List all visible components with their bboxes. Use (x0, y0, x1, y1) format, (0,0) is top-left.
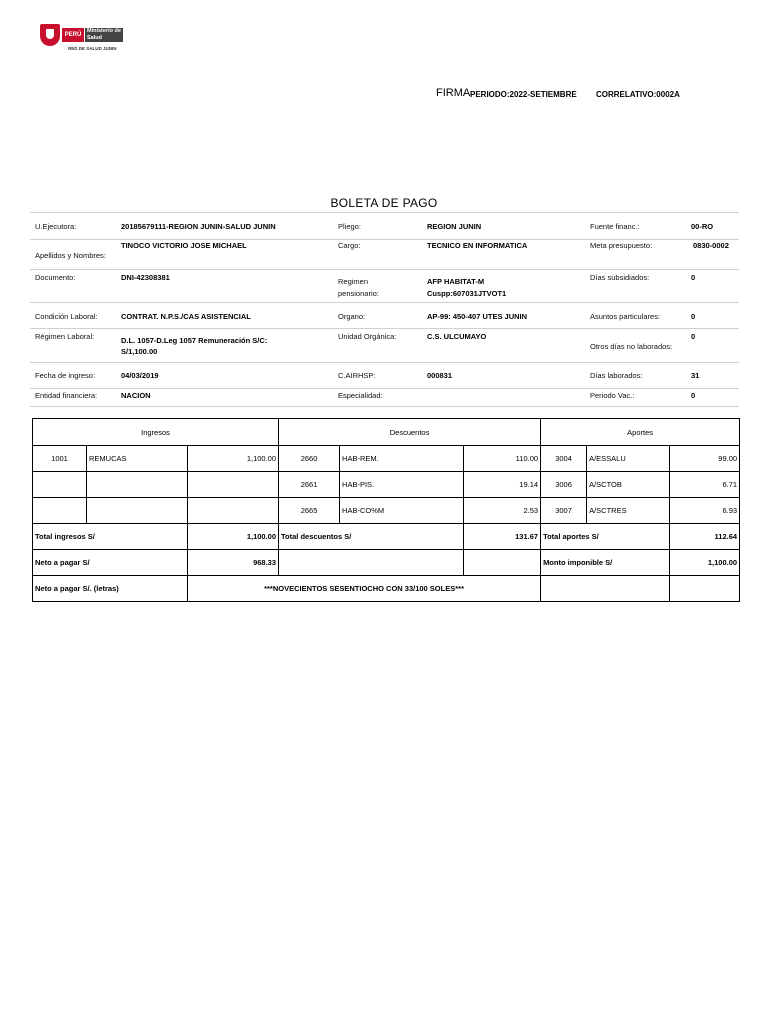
regimen-laboral-value-line1: D.L. 1057-D.Leg 1057 Remuneración S/C: (121, 336, 268, 345)
regimen-pensionario-value-line1: AFP HABITAT-M (427, 277, 485, 286)
organo-value: AP-99: 450-407 UTES JUNIN (427, 312, 528, 321)
fecha-ingreso-label: Fecha de ingreso: (35, 371, 96, 380)
documento-value: DNI-42308381 (121, 273, 170, 282)
pliego-value: REGION JUNIN (427, 222, 482, 231)
table-cell (188, 498, 279, 524)
regimen-pensionario-label-line2: pensionario: (338, 289, 379, 298)
total-ingresos-value: 1,100.00 (188, 524, 279, 550)
empty-cell (541, 576, 670, 602)
logo-subtitle: RED DE SALUD JUNIN (68, 46, 117, 51)
total-aportes-label: Total aportes S/ (541, 524, 670, 550)
table-row (33, 446, 740, 472)
total-ingresos-label: Total ingresos S/ (33, 524, 188, 550)
table-cell: 1001 (33, 446, 87, 472)
divider (30, 239, 739, 240)
table-cell: 110.00 (464, 446, 541, 472)
table-cell: 6.71 (670, 472, 740, 498)
asuntos-label: Asuntos particulares: (590, 312, 661, 321)
otros-dias-value: 0 (691, 332, 696, 341)
monto-imponible-label: Monto imponible S/ (541, 550, 670, 576)
divider (30, 362, 739, 363)
table-cell (188, 472, 279, 498)
empty-cell (464, 550, 541, 576)
header-aportes: Aportes (541, 419, 740, 446)
firma-label: FIRMA (436, 87, 471, 99)
header-ingresos: Ingresos (33, 419, 279, 446)
table-cell: 3007 (541, 498, 587, 524)
table-cell (33, 472, 87, 498)
entidad-label: Entidad financiera: (35, 391, 98, 400)
divider (30, 328, 739, 329)
cargo-value: TECNICO EN INFORMATICA (427, 241, 528, 250)
logo-country: PERÚ (62, 28, 84, 42)
periodo-label: PERIODO:2022-SETIEMBRE (470, 90, 577, 99)
logo-ministry: Ministerio de Salud (85, 28, 123, 42)
total-aportes-value: 112.64 (670, 524, 740, 550)
cairhsp-label: C.AIRHSP: (338, 371, 376, 380)
table-header-row (33, 419, 740, 446)
table-row (33, 498, 740, 524)
table-cell: REMUCAS (87, 446, 188, 472)
cairhsp-value: 000831 (427, 371, 453, 380)
table-cell: 3004 (541, 446, 587, 472)
periodo-vac-value: 0 (691, 391, 696, 400)
fecha-ingreso-value: 04/03/2019 (121, 371, 159, 380)
table-cell: HAB-REM. (340, 446, 464, 472)
table-cell: HAB-CO%M (340, 498, 464, 524)
neto-letras-row (33, 576, 740, 602)
regimen-laboral-value-line2: S/1,100.00 (121, 347, 158, 356)
payment-table (32, 418, 740, 602)
table-cell: 2.53 (464, 498, 541, 524)
neto-letras-value: ***NOVECIENTOS SESENTIOCHO CON 33/100 SOLES*** (188, 576, 541, 602)
table-cell: 2661 (279, 472, 340, 498)
divider (30, 212, 739, 213)
dias-laborados-label: Días laborados: (590, 371, 643, 380)
dias-subsidiados-value: 0 (691, 273, 696, 282)
empty-cell (670, 576, 740, 602)
unidad-value: C.S. ULCUMAYO (427, 332, 487, 341)
divider (30, 269, 739, 270)
pliego-label: Pliego: (338, 222, 361, 231)
ejecutora-label: U.Ejecutora: (35, 222, 77, 231)
table-cell: 3006 (541, 472, 587, 498)
condicion-value: CONTRAT. N.P.S./CAS ASISTENCIAL (121, 312, 251, 321)
dias-subsidiados-label: Días subsidiados: (590, 273, 650, 282)
table-cell: A/SCTRES (587, 498, 670, 524)
neto-row (33, 550, 740, 576)
table-cell: 2660 (279, 446, 340, 472)
unidad-label: Unidad Orgánica: (338, 332, 397, 341)
documento-label: Documento: (35, 273, 76, 282)
monto-imponible-value: 1,100.00 (670, 550, 740, 576)
entidad-value: NACION (121, 391, 151, 400)
dias-laborados-value: 31 (691, 371, 700, 380)
organo-label: Organo: (338, 312, 366, 321)
fuente-value: 00-RO (691, 222, 714, 231)
meta-label: Meta presupuesto: (590, 241, 653, 250)
correlativo-label: CORRELATIVO:0002A (596, 90, 680, 99)
total-descuentos-value: 131.67 (464, 524, 541, 550)
apellidos-value: TINOCO VICTORIO JOSE MICHAEL (121, 241, 247, 250)
document-title: BOLETA DE PAGO (330, 196, 438, 210)
divider (30, 388, 739, 389)
table-cell (33, 498, 87, 524)
neto-label: Neto a pagar S/ (33, 550, 188, 576)
total-descuentos-label: Total descuentos S/ (279, 524, 464, 550)
totals-row (33, 524, 740, 550)
especialidad-label: Especialidad: (338, 391, 383, 400)
condicion-label: Condición Laboral: (35, 312, 98, 321)
periodo-vac-label: Periodo Vac.: (590, 391, 635, 400)
table-cell: A/ESSALU (587, 446, 670, 472)
table-cell: 1,100.00 (188, 446, 279, 472)
divider (30, 302, 739, 303)
meta-value: 0830-0002 (693, 241, 729, 250)
table-cell: A/SCTOB (587, 472, 670, 498)
regimen-pensionario-label-line1: Regimen (338, 277, 369, 286)
table-cell: 2665 (279, 498, 340, 524)
table-cell (87, 472, 188, 498)
regimen-pensionario-value-line2: Cuspp:607031JTVOT1 (427, 289, 507, 298)
asuntos-value: 0 (691, 312, 696, 321)
table-cell: 6.93 (670, 498, 740, 524)
otros-dias-label: Otros días no laborados: (590, 342, 673, 351)
header-descuentos: Descuentos (279, 419, 541, 446)
fuente-label: Fuente financ.: (590, 222, 640, 231)
table-cell: HAB-PIS. (340, 472, 464, 498)
table-cell (87, 498, 188, 524)
apellidos-label: Apellidos y Nombres: (35, 251, 106, 260)
regimen-laboral-label: Régimen Laboral: (35, 332, 95, 341)
table-cell: 19.14 (464, 472, 541, 498)
divider (30, 406, 739, 407)
empty-cell (279, 550, 464, 576)
neto-value: 968.33 (188, 550, 279, 576)
ejecutora-value: 20185679111-REGION JUNIN-SALUD JUNIN (121, 222, 276, 231)
coat-of-arms-icon (40, 24, 60, 46)
neto-letras-label: Neto a pagar S/. (letras) (33, 576, 188, 602)
table-cell: 99.00 (670, 446, 740, 472)
cargo-label: Cargo: (338, 241, 361, 250)
table-row (33, 472, 740, 498)
